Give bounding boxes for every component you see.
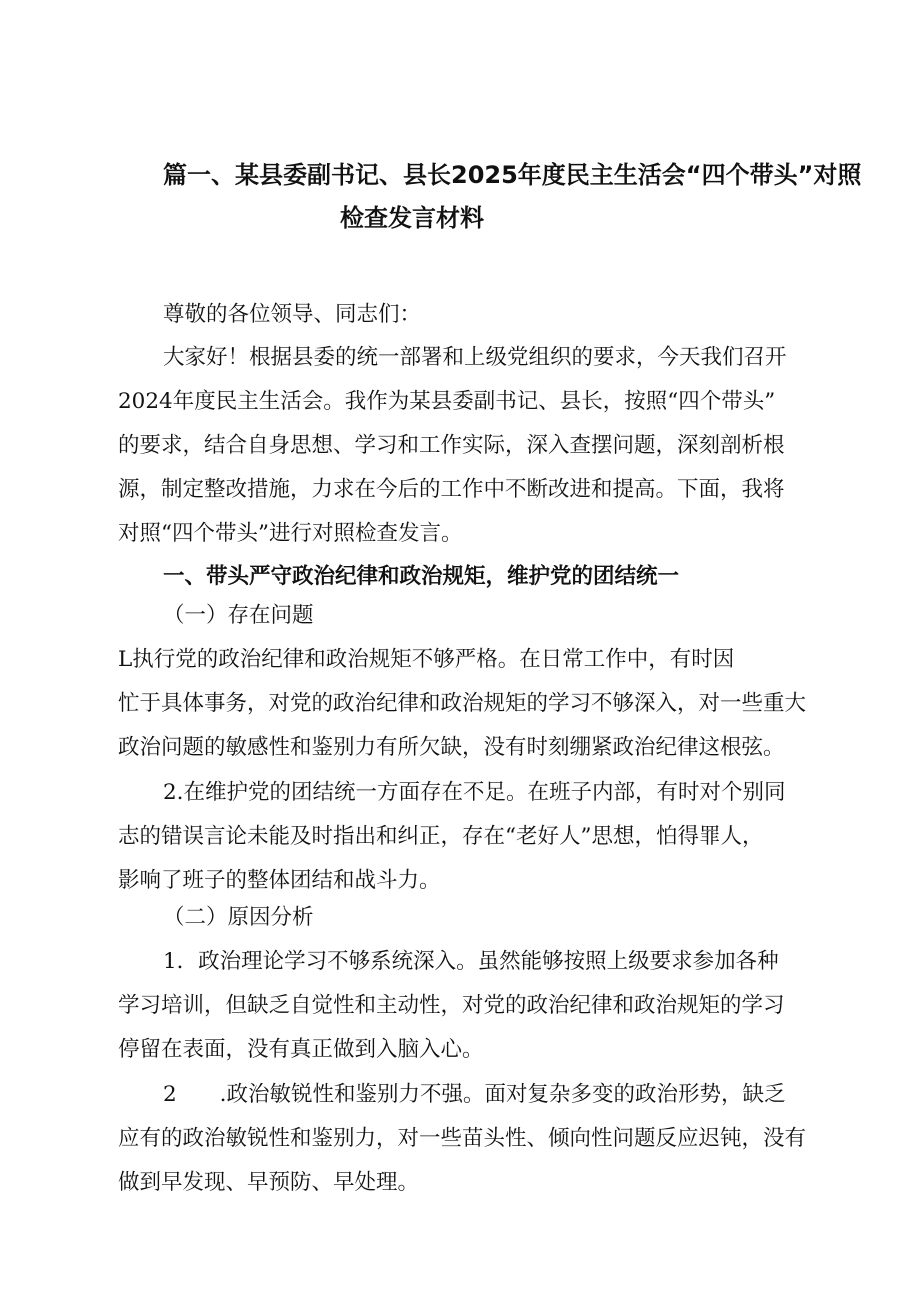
intro-line: 对照“四个带头”进行对照检查发言。 xyxy=(118,521,463,546)
subsection-cause-analysis: （二）原因分析 xyxy=(163,905,314,930)
issue-2-line: 志的错误言论未能及时指出和纠正，存在“老好人”思想，怕得罪人， xyxy=(118,824,764,849)
intro-line: 2024年度民主生活会。我作为某县委副书记、县长，按照“四个带头” xyxy=(118,389,776,414)
cause-2-line: 2 .政治敏锐性和鉴别力不强。面对复杂多变的政治形势，缺乏 xyxy=(163,1082,786,1107)
issue-2-line: 影响了班子的整体团结和战斗力。 xyxy=(118,868,441,893)
issue-2-line: 2.在维护党的团结统一方面存在不足。在班子内部，有时对个别同 xyxy=(163,780,786,805)
subsection-existing-problems: （一）存在问题 xyxy=(163,603,314,628)
issue-1-line: 政治问题的敏感性和鉴别力有所欠缺，没有时刻绷紧政治纪律这根弦。 xyxy=(118,735,785,760)
document-title-line-2: 检查发言材料 xyxy=(340,204,484,232)
cause-1-line: 停留在表面，没有真正做到入脑入心。 xyxy=(118,1037,484,1062)
issue-1-line: 忙于具体事务，对党的政治纪律和政治规矩的学习不够深入，对一些重大 xyxy=(118,691,807,716)
cause-2-line: 应有的政治敏锐性和鉴别力，对一些苗头性、倾向性问题反应迟钝，没有 xyxy=(118,1126,807,1151)
cause-1-line: 1．政治理论学习不够系统深入。虽然能够按照上级要求参加各种 xyxy=(163,949,779,974)
intro-line: 大家好！根据县委的统一部署和上级党组织的要求，今天我们召开 xyxy=(163,345,787,370)
issue-1-line: L执行党的政治纪律和政治规矩不够严格。在日常工作中，有时因 xyxy=(118,647,735,672)
document-title-line-1: 篇一、某县委副书记、县长2025年度民主生活会“四个带头”对照 xyxy=(163,161,862,189)
intro-line: 的要求，结合自身思想、学习和工作实际，深入查摆问题，深刻剖析根 xyxy=(118,433,785,458)
intro-line: 源，制定整改措施，力求在今后的工作中不断改进和提高。下面，我将 xyxy=(118,477,785,502)
greeting: 尊敬的各位领导、同志们： xyxy=(163,302,422,327)
cause-2-line: 做到早发现、早预防、早处理。 xyxy=(118,1170,420,1195)
section-1-heading: 一、带头严守政治纪律和政治规矩，维护党的团结统一 xyxy=(163,564,680,589)
cause-1-line: 学习培训，但缺乏自觉性和主动性，对党的政治纪律和政治规矩的学习 xyxy=(118,993,785,1018)
